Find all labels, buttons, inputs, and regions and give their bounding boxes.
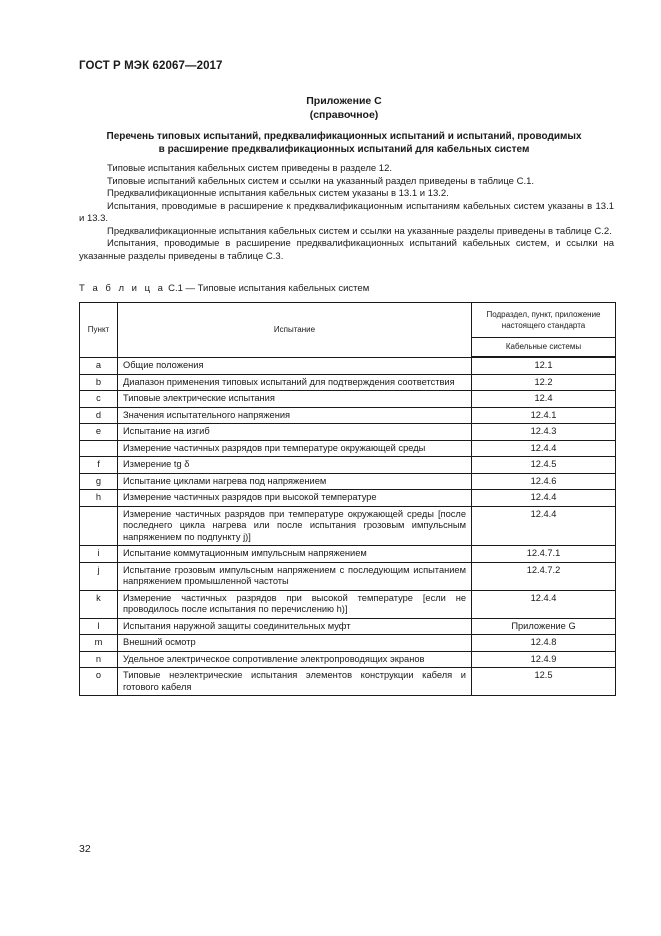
row-reference: Приложение G xyxy=(472,618,616,635)
table-row xyxy=(80,668,616,696)
table-row xyxy=(80,473,616,490)
row-reference: 12.4.4 xyxy=(472,590,616,618)
table-row xyxy=(80,374,616,391)
table-row xyxy=(80,490,616,507)
row-reference: 12.4.3 xyxy=(472,424,616,441)
page-number: 32 xyxy=(79,843,91,855)
table-caption-text: С.1 — Типовые испытания кабельных систем xyxy=(168,283,370,294)
row-reference: 12.4.5 xyxy=(472,457,616,474)
row-test: Удельное электрическое сопротивление электропроводящих экранов xyxy=(118,651,472,668)
row-test: Испытания наружной защиты соединительных муфт xyxy=(118,618,472,635)
table-row xyxy=(80,407,616,424)
row-reference: 12.4.6 xyxy=(472,473,616,490)
paragraph: Типовые испытаний кабельных систем и ссылки на указанный раздел приведены в таблице С.1. xyxy=(107,175,535,187)
paragraph: Типовые испытания кабельных систем приведены в разделе 12. xyxy=(107,163,392,174)
paragraph: Предквалификационные испытания кабельных систем и ссылки на указанные разделы приведены в таблице С.2. xyxy=(107,225,612,237)
row-reference: 12.2 xyxy=(472,374,616,391)
row-reference: 12.5 xyxy=(472,668,616,696)
header-test: Испытание xyxy=(118,303,472,358)
row-test: Испытание коммутационным импульсным напряжением xyxy=(118,546,472,563)
table-row xyxy=(80,546,616,563)
table-row xyxy=(80,424,616,441)
row-point: c xyxy=(80,391,118,408)
table-row xyxy=(80,651,616,668)
table-body xyxy=(80,357,616,696)
header-point: Пункт xyxy=(80,303,118,358)
row-reference: 12.4.8 xyxy=(472,635,616,652)
row-test: Испытание циклами нагрева под напряжением xyxy=(118,473,472,490)
row-point xyxy=(80,506,118,546)
annex-heading xyxy=(79,94,609,122)
row-reference: 12.4.4 xyxy=(472,490,616,507)
row-point: e xyxy=(80,424,118,441)
table-row xyxy=(80,635,616,652)
table-caption xyxy=(79,283,369,294)
header-reference: Подраздел, пункт, приложение настоящего стандарта xyxy=(472,303,616,338)
table-row xyxy=(80,391,616,408)
row-point: i xyxy=(80,546,118,563)
row-point xyxy=(80,440,118,457)
row-reference: 12.4.7.1 xyxy=(472,546,616,563)
document-header: ГОСТ Р МЭК 62067—2017 xyxy=(79,60,223,72)
row-point: k xyxy=(80,590,118,618)
row-point: h xyxy=(80,490,118,507)
row-reference: 12.4.4 xyxy=(472,440,616,457)
row-reference: 12.1 xyxy=(472,357,616,374)
row-point: b xyxy=(80,374,118,391)
table-row xyxy=(80,562,616,590)
row-test: Типовые электрические испытания xyxy=(118,391,472,408)
row-test: Измерение частичных разрядов при температуре окружающей среды [после последнего цикла нагрева или после испытания грозовым импульсным напряжением по подпункту j)] xyxy=(118,506,472,546)
row-point: g xyxy=(80,473,118,490)
intro-text xyxy=(79,163,614,263)
row-reference: 12.4.4 xyxy=(472,506,616,546)
row-test: Типовые неэлектрические испытания элементов конструкции кабеля и готового кабеля xyxy=(118,668,472,696)
row-point: n xyxy=(80,651,118,668)
row-point: o xyxy=(80,668,118,696)
row-reference: 12.4 xyxy=(472,391,616,408)
annex-subtitle-line-1: Перечень типовых испытаний, предквалификационных испытаний и испытаний, проводимых xyxy=(106,131,582,142)
table-row xyxy=(80,357,616,374)
table-row xyxy=(80,590,616,618)
table-row xyxy=(80,457,616,474)
row-test: Измерение частичных разрядов при высокой температуре [если не проводилось после испытания по перечислению h)] xyxy=(118,590,472,618)
row-point: l xyxy=(80,618,118,635)
row-test: Значения испытательного напряжения xyxy=(118,407,472,424)
row-test: Испытание на изгиб xyxy=(118,424,472,441)
paragraph: Испытания, проводимые в расширение предквалификационных испытаний кабельных систем, и ссылки на указанные разделы приведены в таблице С.3. xyxy=(79,238,614,262)
row-test: Измерение tg δ xyxy=(118,457,472,474)
row-reference: 12.4.1 xyxy=(472,407,616,424)
row-test: Измерение частичных разрядов при температуре окружающей среды xyxy=(118,440,472,457)
row-test: Внешний осмотр xyxy=(118,635,472,652)
table-row xyxy=(80,618,616,635)
annex-subtitle-line-2: в расширение предквалификационных испытаний для кабельных систем xyxy=(158,144,530,155)
paragraph: Предквалификационные испытания кабельных систем указаны в 13.1 и 13.2. xyxy=(107,188,449,199)
table-header-row xyxy=(80,303,616,338)
table-caption-prefix: Т а б л и ц а xyxy=(79,283,166,294)
row-reference: 12.4.7.2 xyxy=(472,562,616,590)
row-point: j xyxy=(80,562,118,590)
row-test: Измерение частичных разрядов при высокой температуре xyxy=(118,490,472,507)
table-row xyxy=(80,506,616,546)
paragraph: Испытания, проводимые в расширение к предквалификационным испытаниям кабельных систем указаны в 13.1 и 13.3. xyxy=(79,200,614,224)
row-point: d xyxy=(80,407,118,424)
row-test: Испытание грозовым импульсным напряжением с последующим испытанием напряжением промышленной частоты xyxy=(118,562,472,590)
annex-subtitle xyxy=(79,130,609,156)
row-point: a xyxy=(80,357,118,374)
row-test: Общие положения xyxy=(118,357,472,374)
row-test: Диапазон применения типовых испытаний для подтверждения соответствия xyxy=(118,374,472,391)
row-reference: 12.4.9 xyxy=(472,651,616,668)
row-point: f xyxy=(80,457,118,474)
annex-type: (справочное) xyxy=(309,109,379,121)
header-cable-systems: Кабельные системы xyxy=(472,338,616,358)
table-row xyxy=(80,440,616,457)
annex-title: Приложение С xyxy=(306,95,382,107)
type-tests-table xyxy=(79,302,616,696)
row-point: m xyxy=(80,635,118,652)
